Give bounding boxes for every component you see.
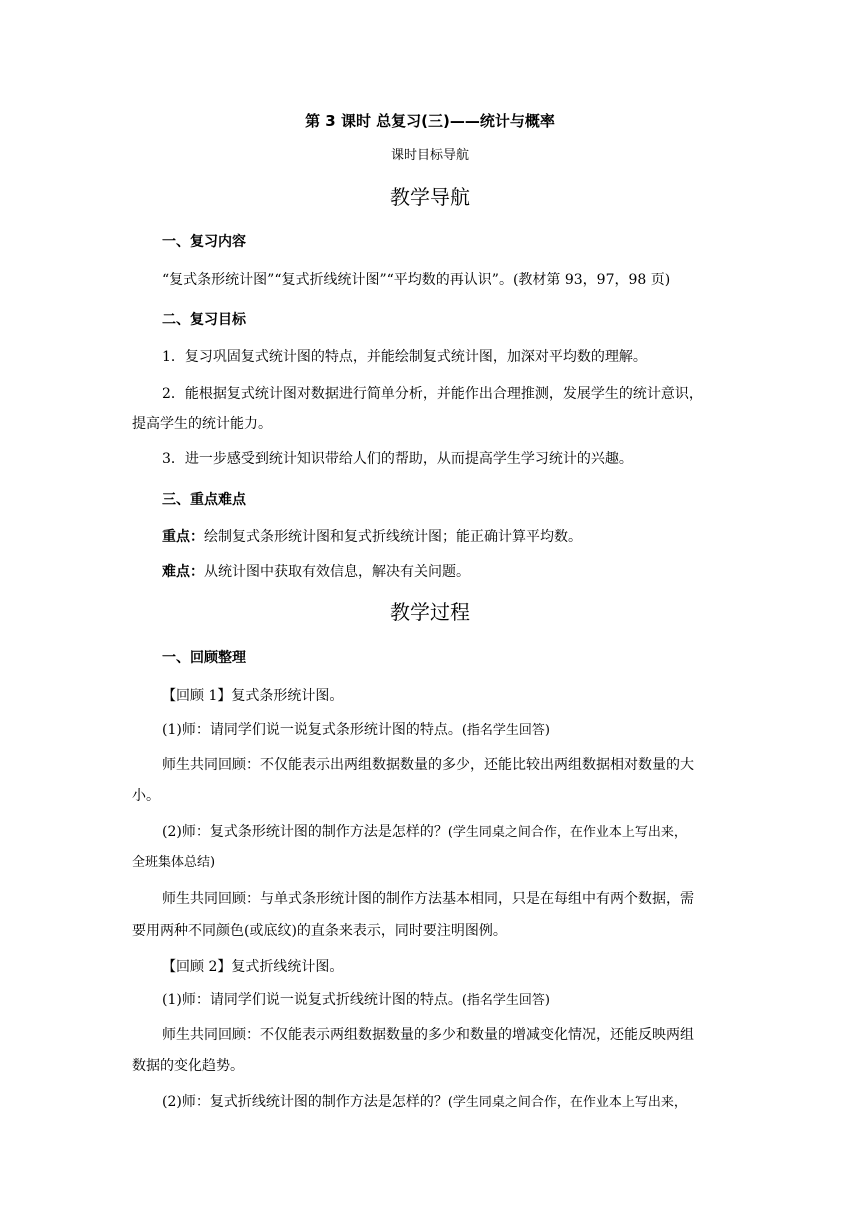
recall-2-question-2-text: (2)师：复式折线统计图的制作方法是怎样的？ bbox=[162, 1094, 448, 1110]
recall-2-answer-1-line-1: 师生共同回顾：不仅能表示两组数据数量的多少和数量的增减变化情况，还能反映两组 bbox=[162, 1027, 694, 1043]
recall-2-question-1-text: (1)师：请同学们说一说复式折线统计图的特点。 bbox=[162, 992, 462, 1008]
key-point bbox=[162, 527, 582, 547]
recall-2-question-2 bbox=[162, 1092, 687, 1113]
difficulty-text: 从统计图中获取有效信息，解决有关问题。 bbox=[204, 564, 470, 580]
recall-1-question-1 bbox=[162, 720, 550, 741]
recall-2-answer-1-line-2: 数据的变化趋势。 bbox=[132, 1058, 244, 1074]
lesson-subtitle: 课时目标导航 bbox=[390, 148, 469, 163]
recall-2-question-1-note: (指名学生回答) bbox=[461, 993, 550, 1008]
recall-1-question-1-note: (指名学生回答) bbox=[461, 723, 550, 738]
goal-1: 1．复习巩固复式统计图的特点，并能绘制复式统计图，加深对平均数的理解。 bbox=[162, 349, 647, 365]
recall-1-question-2-note: (学生同桌之间合作，在作业本上写出来， bbox=[447, 825, 687, 840]
recall-2-title: 【回顾 2】复式折线统计图。 bbox=[162, 959, 344, 975]
review-content-heading: 一、复习内容 bbox=[162, 234, 246, 250]
recall-1-question-1-text: (1)师：请同学们说一说复式条形统计图的特点。 bbox=[162, 722, 462, 738]
goals-heading: 二、复习目标 bbox=[162, 312, 246, 328]
recall-1-answer-1-line-1: 师生共同回顾：不仅能表示出两组数据数量的多少，还能比较出两组数据相对数量的大 bbox=[162, 757, 694, 773]
recall-1-question-2-text: (2)师：复式条形统计图的制作方法是怎样的？ bbox=[162, 824, 448, 840]
key-heading: 三、重点难点 bbox=[162, 492, 246, 508]
recall-heading: 一、回顾整理 bbox=[162, 650, 246, 666]
goal-2-line-2: 提高学生的统计能力。 bbox=[132, 416, 272, 432]
recall-1-answer-2-line-2: 要用两种不同颜色(或底纹)的直条来表示，同时要注明图例。 bbox=[132, 923, 507, 939]
goal-3: 3．进一步感受到统计知识带给人们的帮助，从而提高学生学习统计的兴趣。 bbox=[162, 451, 633, 467]
process-heading: 教学过程 bbox=[390, 600, 470, 624]
lesson-title: 第 3 课时 总复习(三)——统计与概率 bbox=[305, 112, 555, 130]
recall-1-question-2-note-line-2: 全班集体总结) bbox=[132, 855, 216, 870]
goal-2-line-1: 2．能根据复式统计图对数据进行简单分析，并能作出合理推测，发展学生的统计意识， bbox=[162, 386, 703, 402]
recall-1-answer-2-line-1: 师生共同回顾：与单式条形统计图的制作方法基本相同，只是在每组中有两个数据，需 bbox=[162, 891, 694, 907]
key-text: 绘制复式条形统计图和复式折线统计图；能正确计算平均数。 bbox=[204, 529, 582, 545]
review-content-text: “复式条形统计图”“复式折线统计图”“平均数的再认识”。(教材第 93，97，98 页) bbox=[162, 272, 671, 288]
key-label: 重点： bbox=[162, 529, 204, 545]
difficulty-point bbox=[162, 562, 470, 582]
recall-1-question-2 bbox=[162, 822, 687, 843]
recall-2-question-1 bbox=[162, 990, 550, 1011]
difficulty-label: 难点： bbox=[162, 564, 204, 580]
recall-1-answer-1-line-2: 小。 bbox=[132, 788, 160, 804]
recall-2-question-2-note: (学生同桌之间合作，在作业本上写出来， bbox=[447, 1095, 687, 1110]
nav-heading: 教学导航 bbox=[390, 185, 470, 209]
recall-1-title: 【回顾 1】复式条形统计图。 bbox=[162, 688, 344, 704]
